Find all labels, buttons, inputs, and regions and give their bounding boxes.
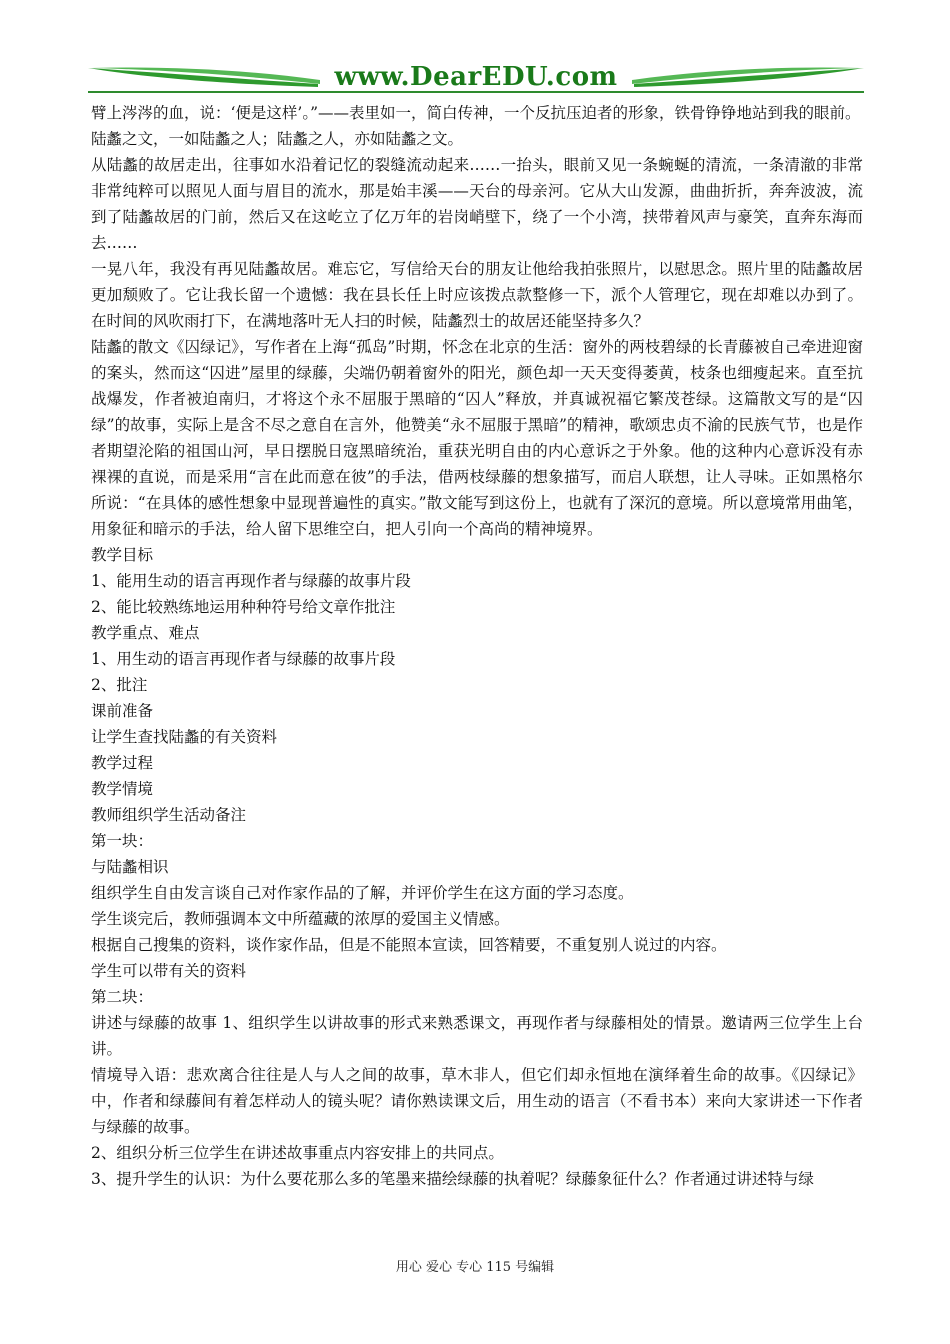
paragraph: 学生谈完后，教师强调本文中所蕴藏的浓厚的爱国主义情感。 bbox=[91, 910, 510, 928]
site-header-banner bbox=[88, 60, 864, 100]
list-item: 2、组织分析三位学生在讲述故事重点内容安排上的共同点。 bbox=[91, 1144, 504, 1162]
document-body bbox=[91, 100, 863, 1192]
page-footer: 用心 爱心 专心 115 号编辑 bbox=[395, 1260, 555, 1275]
paragraph: 学生可以带有关的资料 bbox=[91, 962, 247, 980]
paragraph: 让学生查找陆蠡的有关资料 bbox=[91, 728, 278, 746]
paragraph: 教学情境 bbox=[91, 780, 154, 798]
list-item: 2、能比较熟练地运用种种符号给文章作批注 bbox=[91, 598, 396, 616]
section-heading: 教学目标 bbox=[91, 546, 154, 564]
paragraph: 一晃八年，我没有再见陆蠡故居。难忘它，写信给天台的朋友让他给我拍张照片，以慰思念。照片里的陆蠡故居更加颓败了。它让我长留一个遗憾：我在县长任上时应该拨点款整修一下，派个人管理它，现在却难以办到了。在时间的风吹雨打下，在满地落叶无人扫的时候，陆蠡烈士的故居还能坚持多久？ bbox=[91, 260, 863, 330]
paragraph: 讲述与绿藤的故事 1、组织学生以讲故事的形式来熟悉课文，再现作者与绿藤相处的情景。邀请两三位学生上台讲。 bbox=[91, 1014, 863, 1058]
section-heading: 第二块： bbox=[91, 988, 154, 1006]
list-item: 1、能用生动的语言再现作者与绿藤的故事片段 bbox=[91, 572, 411, 590]
paragraph: 从陆蠡的故居走出，往事如水沿着记忆的裂缝流动起来……一抬头，眼前又见一条蜿蜒的清流，一条清澈的非常非常纯粹可以照见人面与眉目的流水，那是始丰溪——天台的母亲河。它从大山发源，曲曲折折，奔奔波波，流到了陆蠡故居的门前，然后又在这屹立了亿万年的岩岗峭壁下，绕了一个小湾，挟带着风声与豪笑，直奔东海而去…… bbox=[91, 156, 863, 252]
section-heading: 教学过程 bbox=[91, 754, 154, 772]
paragraph: 情境导入语：悲欢离合往往是人与人之间的故事，草木非人，但它们却永恒地在演绎着生命的故事。《囚绿记》中，作者和绿藤间有着怎样动人的镜头呢？请你熟读课文后，用生动的语言（不看书本）来向大家讲述一下作者与绿藤的故事。 bbox=[91, 1066, 863, 1136]
paragraph: 臂上涔涔的血，说：‘便是这样’。”——表里如一，简白传神，一个反抗压迫者的形象，铁骨铮铮地站到我的眼前。 bbox=[91, 104, 861, 122]
list-item: 2、批注 bbox=[91, 676, 148, 694]
site-brand-logo: www.DearEDU.com bbox=[334, 62, 618, 92]
section-heading: 第一块： bbox=[91, 832, 154, 850]
section-heading: 课前准备 bbox=[91, 702, 154, 720]
section-heading: 教学重点、难点 bbox=[91, 624, 200, 642]
paragraph: 陆蠡之文，一如陆蠡之人；陆蠡之人，亦如陆蠡之文。 bbox=[91, 130, 464, 148]
paragraph: 陆蠡的散文《囚绿记》，写作者在上海“孤岛”时期，怀念在北京的生活：窗外的两枝碧绿的长青藤被自己牵进迎窗的案头，然而这“囚进”屋里的绿藤，尖端仍朝着窗外的阳光，颜色却一天天变得萎黄，枝条也细瘦起来。直至抗战爆发，作者被迫南归，才将这个永不屈服于黑暗的“囚人”释放，并真诚祝福它繁茂苍绿。这篇散文写的是“囚绿”的故事，实际上是含不尽之意自在言外，他赞美“永不屈服于黑暗”的精神，歌颂忠贞不渝的民族气节，也是作者期望沦陷的祖国山河，早日摆脱日寇黑暗统治，重获光明自由的内心意诉之于外象。他的这种内心意诉没有赤裸裸的直说，而是采用“言在此而意在彼”的手法，借两枝绿藤的想象描写，而启人联想，让人寻味。正如黑格尔所说：“在具体的感性想象中显现普遍性的真实。”散文能写到这份上，也就有了深沉的意境。所以意境常用曲笔，用象征和暗示的手法，给人留下思维空白，把人引向一个高尚的精神境界。 bbox=[91, 338, 863, 538]
paragraph: 根据自己搜集的资料，谈作家作品，但是不能照本宣读，回答精要，不重复别人说过的内容。 bbox=[91, 936, 727, 954]
paragraph: 与陆蠡相识 bbox=[91, 858, 169, 876]
paragraph: 教师组织学生活动备注 bbox=[91, 806, 247, 824]
list-item: 1、用生动的语言再现作者与绿藤的故事片段 bbox=[91, 650, 396, 668]
paragraph: 组织学生自由发言谈自己对作家作品的了解，并评价学生在这方面的学习态度。 bbox=[91, 884, 634, 902]
list-item: 3、提升学生的认识：为什么要花那么多的笔墨来描绘绿藤的执着呢？绿藤象征什么？作者通过讲述特与绿 bbox=[91, 1170, 814, 1188]
